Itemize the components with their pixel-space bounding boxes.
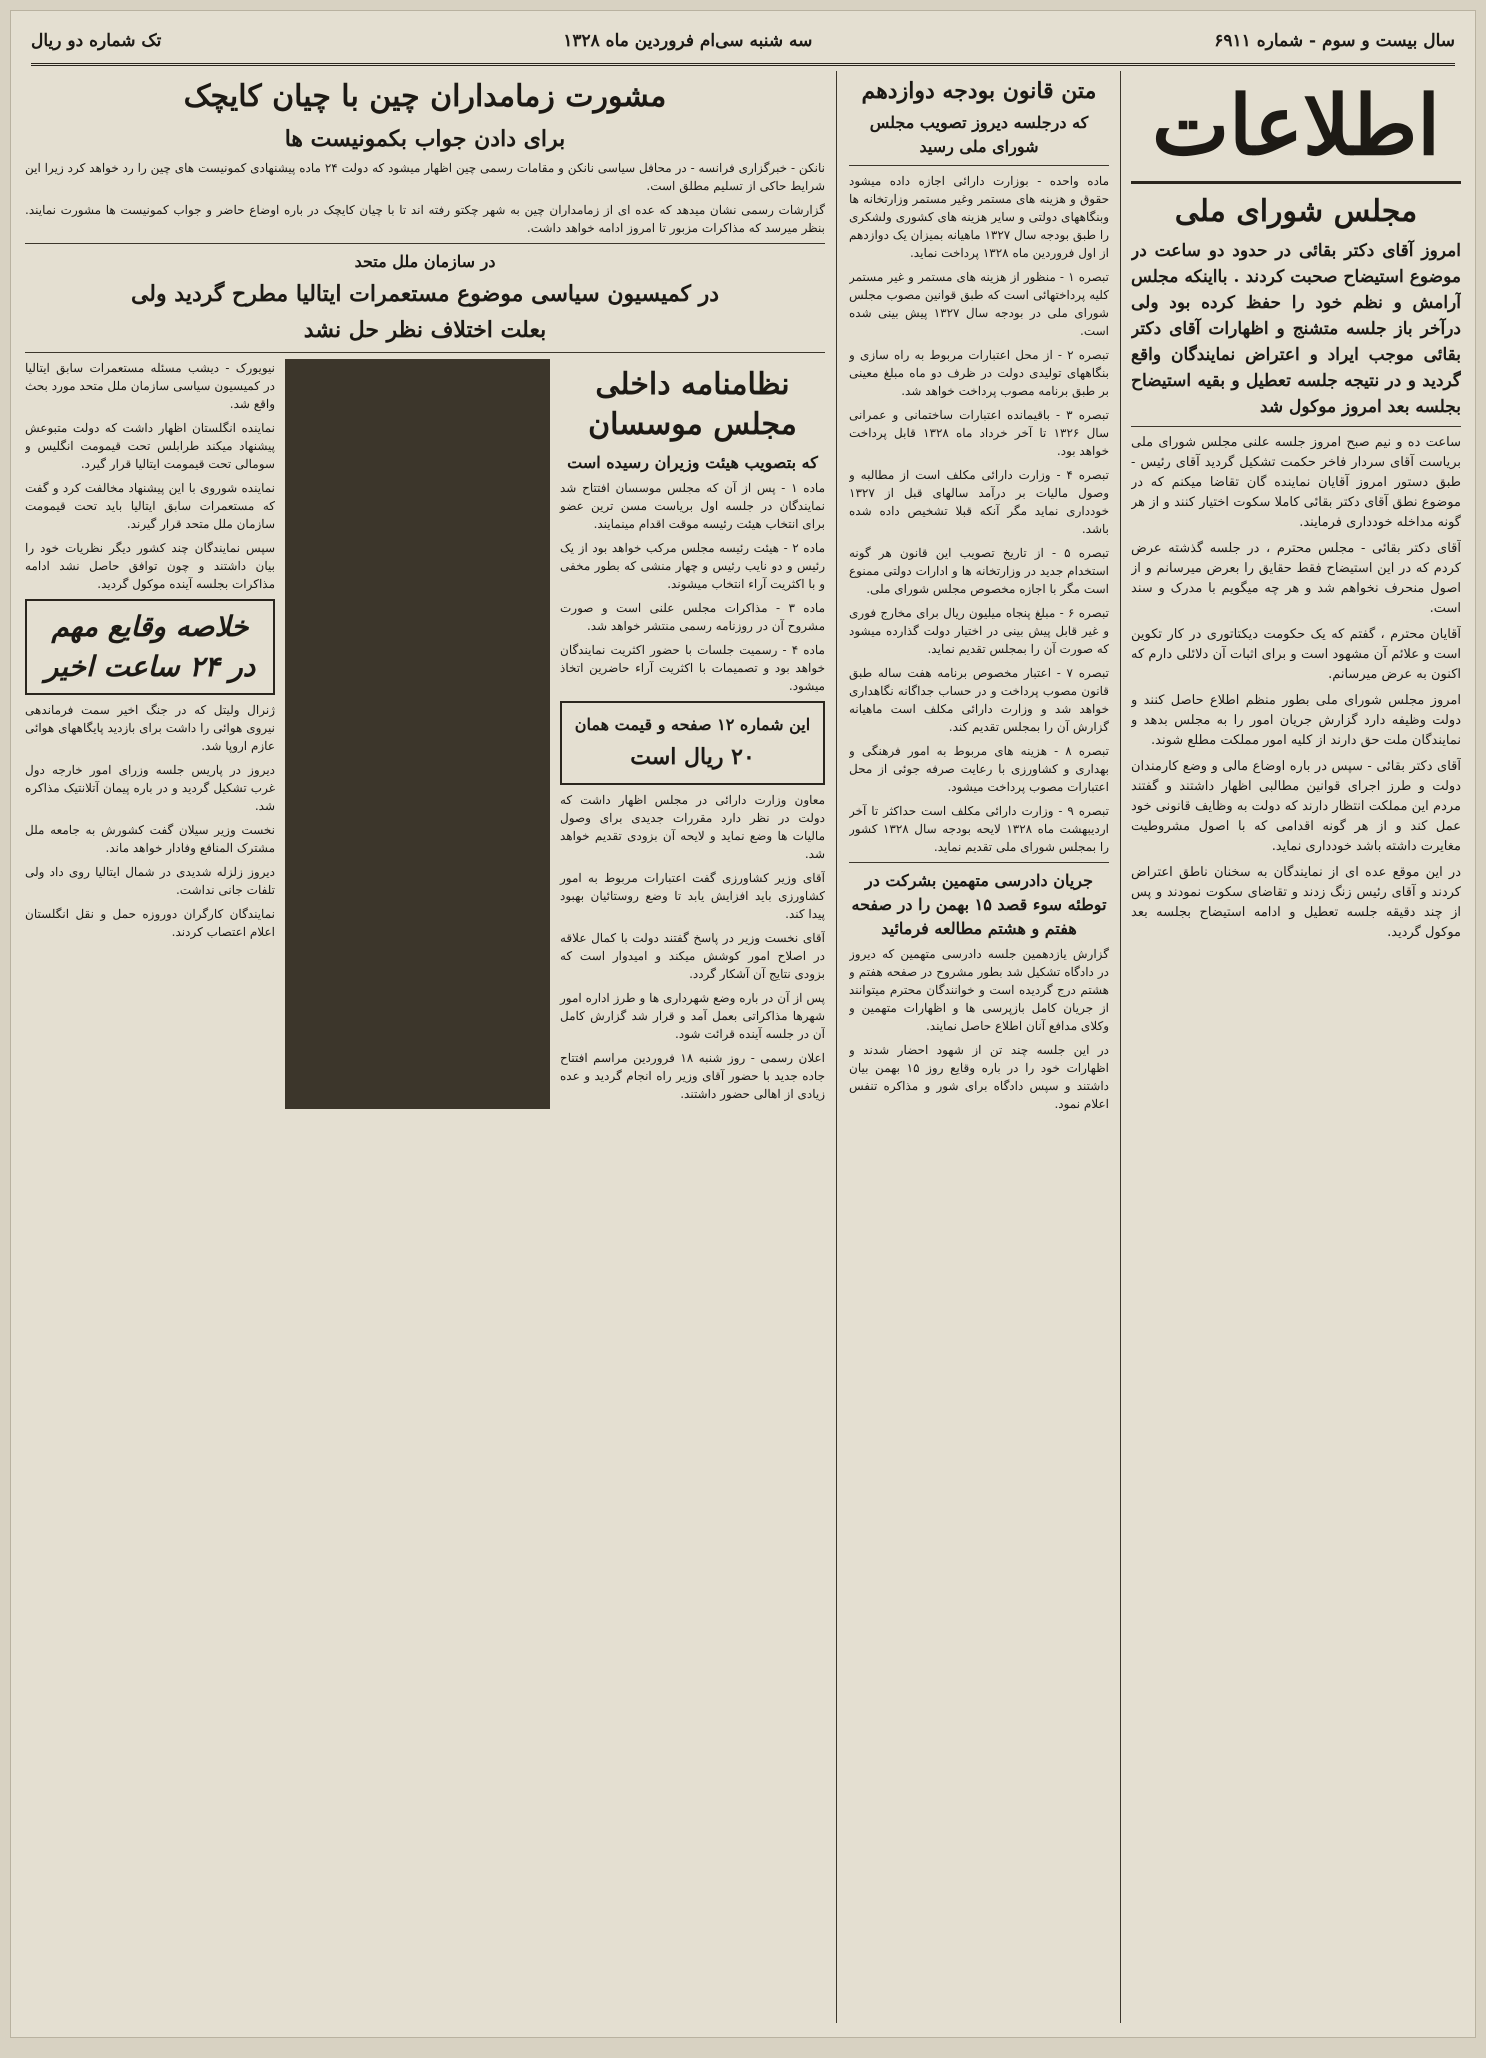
paragraph: ماده ۱ - پس از آن که مجلس موسسان افتتاح شد نمایندگان در جلسه اول بریاست مسن ترین عضو برای انتخاب هیئت رئیسه موقت اقدام مینمایند. — [560, 481, 825, 531]
paragraph: نمایندگان کارگران دوروزه حمل و نقل انگلستان اعلام اعتصاب کردند. — [25, 907, 275, 939]
paragraph: در این موقع عده ای از نمایندگان به سخنان ناطق اعتراض کردند و آقای رئیس زنگ زدند و تقاضای سکوت نمودند و پس از چند دقیقه جلسه تعطیل و ادامه استیضاح بجلسه بعد موکول گردید. — [1131, 865, 1461, 940]
paragraph: ماده واحده - بوزارت دارائی اجازه داده میشود حقوق و هزینه های مستمر وغیر مستمر وزارتخانه ها وبنگاههای دولتی و سایر هزینه های کشوری ولشکری را طبق بودجه سال ۱۳۲۷ ماهیانه بمیزان یک دوازدهم از اول فروردین ماه ۱۳۲۸ پرداخت نماید. — [849, 174, 1109, 260]
parliament-lead: امروز آقای دکتر بقائی در حدود دو ساعت در موضوع استیضاح صحبت کردند . بااینکه مجلس آرامش و نظم خود را حفظ کرده بود ولی درآخر باز جلسه متشنج و اظهارات آقای دکتر بقائی موجب ایراد و اعتراض نمایندگان واقع گردید و در نتیجه جلسه تعطیل و بقیه استیضاح بجلسه بعد امروز موکول شد — [1131, 241, 1461, 417]
summary-title: خلاصه وقایع مهم — [51, 610, 249, 643]
subcolumn-left — [25, 359, 275, 1109]
paragraph: آقای دکتر بقائی - سپس در باره اوضاع مالی و وضع کارمندان دولت و طرز اجرای قوانین مطالبی اظهار داشتند و گفتند مردم این مملکت انتظار دارند که دولت به وظایف قانونی خود عمل کند و از هر گونه اقدامی که با اصول مشروطیت مغایرت داشته باشد خودداری نماید. — [1131, 759, 1461, 854]
summary-box — [25, 599, 275, 695]
divider — [25, 352, 825, 353]
subcolumn-rule — [285, 359, 550, 1109]
subcolumn-right — [560, 359, 825, 1109]
paragraph: پس از آن در باره وضع شهرداری ها و طرز اداره امور شهرها مذاکراتی بعمل آمد و قرار شد گزارش کامل آن در جلسه آینده قرائت شود. — [560, 991, 825, 1041]
paragraph: نیویورک - دیشب مسئله مستعمرات سابق ایتالیا در کمیسیون سیاسی سازمان ملل متحد مورد بحث واقع شد. — [25, 361, 275, 411]
constituent-assembly-headline: نظامنامه داخلی مجلس موسسان — [588, 367, 797, 442]
column-rule — [1120, 71, 1121, 2023]
un-section-note: در سازمان ملل متحد — [354, 252, 496, 271]
divider — [25, 243, 825, 244]
trial-headline: جریان دادرسی متهمین بشرکت در توطئه سوء قصد ۱۵ بهمن را در صفحه هفتم و هشتم مطالعه فرمائید — [851, 871, 1107, 938]
paragraph: تبصره ۱ - منظور از هزینه های مستمر و غیر مستمر کلیه پرداختهائی است که طبق قوانین مصوب مجلس شورای ملی در بودجه سال ۱۳۲۷ پیش بینی شده است. — [849, 270, 1109, 338]
paragraph: آقای دکتر بقائی - مجلس محترم ، در جلسه گذشته عرض کردم که در این استیضاح فقط حقایق را بعرض میرسانم و از اصول منحرف نخواهم شد و هر چه میگویم با مدرک و سند است. — [1131, 541, 1461, 616]
paragraph: ماده ۴ - رسمیت جلسات با حضور اکثریت نمایندگان خواهد بود و تصمیمات با اکثریت آراء حاضرین اتخاذ میشود. — [560, 643, 825, 693]
notice-line-1: این شماره ۱۲ صفحه و قیمت همان — [574, 715, 811, 734]
paragraph: نانکن - خبرگزاری فرانسه - در محافل سیاسی نانکن و مقامات رسمی چین اظهار میشود که دولت ۲۴ ماده پیشنهادی کمونیست های چین را رد خواهد کرد زیرا این شرایط حاکی از تسلیم مطلق است. — [25, 161, 825, 193]
paragraph: تبصره ۳ - باقیمانده اعتبارات ساختمانی و عمرانی سال ۱۳۲۶ تا آخر خرداد ماه ۱۳۲۸ قابل پرداخت خواهد بود. — [849, 408, 1109, 458]
un-headline: در کمیسیون سیاسی موضوع مستعمرات ایتالیا مطرح گردید ولی — [130, 281, 720, 307]
budget-body — [849, 172, 1109, 856]
price-label: تک شماره دو ریال — [31, 31, 162, 51]
china-subheadline: برای دادن جواب بکمونیست ها — [284, 126, 566, 152]
paragraph: آقای وزیر کشاورزی گفت اعتبارات مربوط به امور کشاورزی باید افزایش یابد تا وضع روستائیان بهبود پیدا کند. — [560, 871, 825, 921]
header-bar — [31, 19, 1455, 66]
misc-body — [560, 791, 825, 1103]
paragraph: آقای نخست وزیر در پاسخ گفتند دولت با کمال علاقه در اصلاح امور کوشش میکند و امیدوار است که بزودی نتایج آن آشکار گردد. — [560, 931, 825, 981]
column-parliament — [1131, 71, 1461, 2023]
divider — [849, 862, 1109, 863]
paragraph: نماینده شوروی با این پیشنهاد مخالفت کرد و گفت که مستعمرات سابق ایتالیا باید تحت قیمومت سازمان ملل متحد قرار گیرند. — [25, 481, 275, 531]
paragraph: ژنرال ولیتل که در جنگ اخیر سمت فرماندهی نیروی هوائی را داشت برای بازدید پایگاههای هوائی عازم اروپا شد. — [25, 703, 275, 753]
un-body — [25, 359, 275, 593]
year-issue: سال بیست و سوم - شماره ۶۹۱۱ — [1214, 31, 1455, 51]
issue-date: سه شنبه سی‌ام فروردین ماه ۱۳۲۸ — [563, 31, 813, 51]
paragraph: آقایان محترم ، گفتم که یک حکومت دیکتاتوری در کار تکوین است و علائم آن مشهود است و برای اثبات آن دلائلی دارم که اکنون به عرض میرسانم. — [1131, 627, 1461, 682]
paragraph: گزارش یازدهمین جلسه دادرسی متهمین که دیروز در دادگاه تشکیل شد بطور مشروح در صفحه هفتم و هشتم درج گردیده است و خوانندگان محترم میتوانند از جریان کامل بازپرسی ها و اظهارات متهمین و وکلای مدافع آنان اطلاع حاصل نمایند. — [849, 947, 1109, 1033]
paragraph: تبصره ۵ - از تاریخ تصویب این قانون هر گونه استخدام جدید در وزارتخانه ها و ادارات دولتی ممنوع است مگر با اجازه مخصوص مجلس شورای ملی. — [849, 546, 1109, 596]
constituent-assembly-body — [560, 479, 825, 695]
paragraph: تبصره ۶ - مبلغ پنجاه میلیون ریال برای مخارج فوری و غیر قابل پیش بینی در اختیار دولت گذارده میشود که صورت آن را بمجلس تقدیم نماید. — [849, 606, 1109, 656]
trial-body — [849, 945, 1109, 1113]
parliament-body — [1131, 433, 1461, 943]
paragraph: تبصره ۴ - وزارت دارائی مکلف است از مطالبه و وصول مالیات بر درآمد سالهای قبل از ۱۳۲۷ خودداری نماید مگر آنکه قبلا تشخیص داده شده باشد. — [849, 468, 1109, 536]
column-budget — [849, 71, 1109, 2023]
paragraph: دیروز زلزله شدیدی در شمال ایتالیا روی داد ولی تلفات جانی نداشت. — [25, 865, 275, 897]
constituent-assembly-subhead: که بتصویب هیئت وزیران رسیده است — [567, 453, 818, 472]
notice-line-2: ۲۰ ریال است — [630, 744, 755, 770]
paragraph: امروز مجلس شورای ملی بطور منظم اطلاع حاصل کنند و دولت وظیفه دارد گزارش جریان امور را به مجلس بدهد و نمایندگان ملت حق دارند از کلیه امور مملکت مطلع شوند. — [1131, 693, 1461, 748]
paragraph: ماده ۲ - هیئت رئیسه مجلس مرکب خواهد بود از یک رئیس و دو نایب رئیس و چهار منشی که بطور مخفی و با اکثریت آراء انتخاب میشوند. — [560, 541, 825, 591]
budget-headline: متن قانون بودجه دوازدهم — [861, 78, 1097, 104]
paragraph: تبصره ۸ - هزینه های مربوط به امور فرهنگی و بهداری و کشاورزی با رعایت صرفه جوئی از محل اعتبارات مصوب پرداخت میشود. — [849, 744, 1109, 794]
un-subheadline: بعلت اختلاف نظر حل نشد — [303, 317, 547, 343]
world-subcolumns — [25, 359, 825, 1109]
budget-subhead: که درجلسه دیروز تصویب مجلس شورای ملی رسید — [869, 113, 1089, 156]
paragraph: ماده ۳ - مذاکرات مجلس علنی است و صورت مشروح آن در روزنامه رسمی منتشر خواهد شد. — [560, 601, 825, 633]
paragraph: در این جلسه چند تن از شهود احضار شدند و اظهارات خود را در باره وقایع روز ۱۵ بهمن بیان داشتند و سپس دادگاه برای شور و مذاکره تنفس اعلام نمود. — [849, 1043, 1109, 1111]
issue-notice — [560, 701, 825, 785]
divider — [849, 165, 1109, 166]
paragraph: نخست وزیر سیلان گفت کشورش به جامعه ملل مشترک المنافع وفادار خواهد ماند. — [25, 823, 275, 855]
parliament-headline: مجلس شورای ملی — [1174, 194, 1418, 229]
paragraph: سپس نمایندگان چند کشور دیگر نظریات خود را بیان داشتند و چون توافق حاصل نشد ادامه مذاکرات بجلسه آینده موکول گردید. — [25, 541, 275, 591]
paragraph: گزارشات رسمی نشان میدهد که عده ای از زمامداران چین به شهر چکتو رفته اند تا با چیان کایچک در باره اوضاع حاضر و جواب کمونیست ها مشورت نمایند. بنظر میرسد که مذاکرات مزبور تا امروز ادامه خواهد داشت. — [25, 203, 825, 235]
paragraph: تبصره ۹ - وزارت دارائی مکلف است حداکثر تا آخر اردیبهشت ماه ۱۳۲۸ لایحه بودجه سال ۱۳۲۸ کشور را بمجلس شورای ملی تقدیم نماید. — [849, 804, 1109, 854]
divider — [1131, 426, 1461, 427]
paragraph: تبصره ۷ - اعتبار مخصوص برنامه هفت ساله طبق قانون مصوب پرداخت و در حساب جداگانه نگاهداری خواهد شد و وزارت دارائی مکلف است ماهیانه گزارش آن را بمجلس تقدیم کند. — [849, 666, 1109, 734]
paragraph: نماینده انگلستان اظهار داشت که دولت متبوعش پیشنهاد میکند طرابلس تحت قیمومت انگلیس و سومالی تحت قیمومت ایتالیا قرار گیرد. — [25, 421, 275, 471]
paragraph: دیروز در پاریس جلسه وزرای امور خارجه دول غرب تشکیل گردید و در باره پیمان آتلانتیک مذاکره شد. — [25, 763, 275, 813]
paragraph: معاون وزارت دارائی در مجلس اظهار داشت که دولت در نظر دارد مقررات جدیدی برای وصول مالیات ها وضع نماید و لایحه آن بزودی تقدیم خواهد شد. — [560, 793, 825, 861]
paragraph: تبصره ۲ - از محل اعتبارات مربوط به راه سازی و بنگاههای تولیدی دولت در ظرف دو ماه مبلغ معینی بر طبق برنامه مصوب پرداخت خواهد شد. — [849, 348, 1109, 398]
summary-subtitle: در ۲۴ ساعت اخیر — [44, 650, 256, 683]
newspaper-page — [10, 10, 1476, 2038]
column-rule — [836, 71, 837, 2023]
column-world-news — [25, 71, 825, 2023]
masthead-logo: اطلاعات — [1131, 71, 1461, 184]
paragraph: اعلان رسمی - روز شنبه ۱۸ فروردین مراسم افتتاح جاده جدید با حضور آقای وزیر راه انجام گردید و عده زیادی از اهالی حضور داشتند. — [560, 1051, 825, 1101]
china-headline: مشورت زمامداران چین با چیان کایچک — [183, 79, 667, 114]
summary-body — [25, 701, 275, 941]
china-body — [25, 159, 825, 237]
paragraph: ساعت ده و نیم صبح امروز جلسه علنی مجلس شورای ملی بریاست آقای سردار فاخر حکمت تشکیل گردید آقای رئیس - طبق دستور امروز آقایان نماینده گان تقاضا میکنم که در موضوع نطق آقای دکتر بقائی کاملا سکوت اختیار کنند و از هر گونه مداخله خودداری فرمایند. — [1131, 435, 1461, 530]
